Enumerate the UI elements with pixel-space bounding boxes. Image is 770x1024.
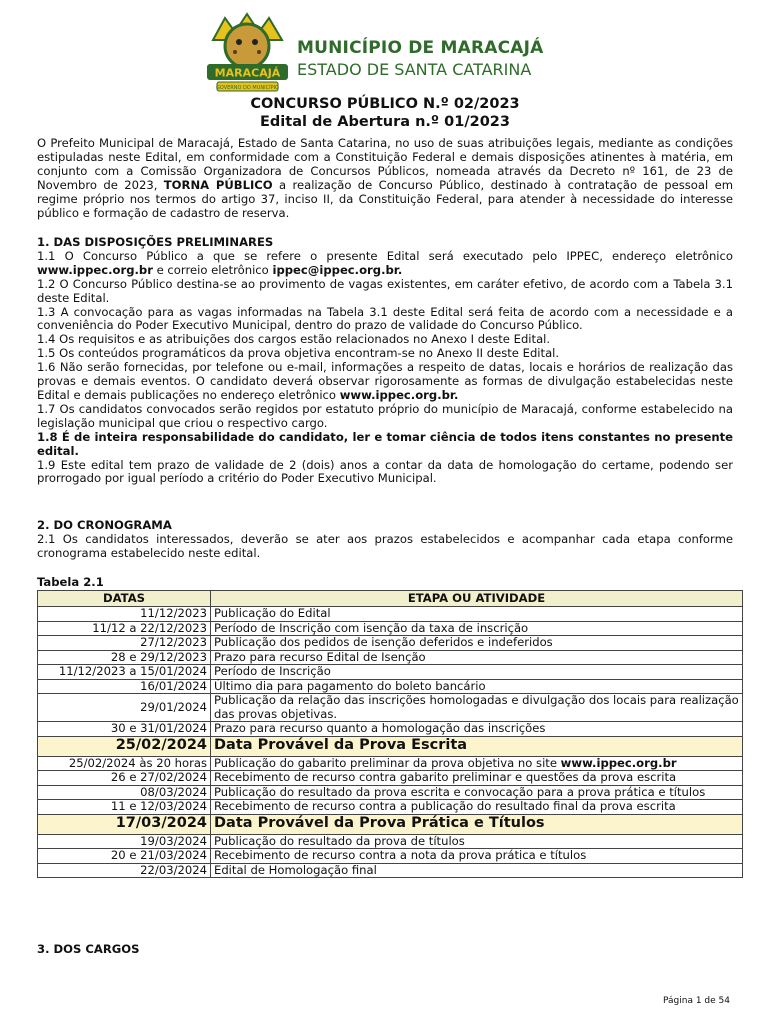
cell-activity: Publicação do gabarito preliminar da prova objetiva no site www.ippec.org.br (211, 756, 743, 771)
table-row (38, 650, 743, 665)
item-1-1: 1.1 O Concurso Público a que se refere o presente Edital será executado pelo IPPEC, endereço eletrônico www.ippec.org.br e correio eletrônico ippec@ippec.org.br. (37, 248, 733, 277)
col-header-dates: DATAS (38, 591, 211, 607)
table-row (38, 849, 743, 864)
item-2-1: 2.1 Os candidatos interessados, deverão se ater aos prazos estabelecidos e acompanhar cada etapa conforme cronograma estabelecido neste edital. (37, 531, 733, 560)
cell-date: 30 e 31/01/2024 (38, 722, 211, 737)
table-row (38, 863, 743, 878)
cell-activity: Publicação dos pedidos de isenção deferidos e indeferidos (211, 636, 743, 651)
cell-date: 16/01/2024 (38, 679, 211, 694)
col-header-activity: ETAPA OU ATIVIDADE (211, 591, 743, 607)
table-row (38, 785, 743, 800)
table-row (38, 736, 743, 756)
item-1-4: 1.4 Os requisitos e as atribuições dos cargos estão relacionados no Anexo I deste Edital. (37, 332, 551, 347)
cell-date: 22/03/2024 (38, 863, 211, 878)
section-heading: 1. DAS DISPOSIÇÕES PRELIMINARES (37, 235, 274, 249)
contest-title: CONCURSO PÚBLICO N.º 02/2023 (250, 96, 520, 112)
cell-date: 25/02/2024 às 20 horas (38, 756, 211, 771)
cell-date: 17/03/2024 (38, 814, 211, 834)
item-1-3: 1.3 A convocação para as vagas informadas na Tabela 3.1 deste Edital será feita de acordo com a necessidade e a conveniência do Poder Executivo Municipal, dentro do prazo de validade do Concurso Público. (37, 304, 733, 333)
cell-activity: Recebimento de recurso contra gabarito preliminar e questões da prova escrita (211, 771, 743, 786)
cell-activity: Publicação do Edital (211, 607, 743, 622)
cell-date: 28 e 29/12/2023 (38, 650, 211, 665)
cell-date: 11/12/2023 (38, 607, 211, 622)
table-row (38, 694, 743, 722)
section-preliminary (37, 236, 733, 486)
table-row (38, 771, 743, 786)
cell-activity: Data Provável da Prova Prática e Títulos (211, 814, 743, 834)
cell-date: 11/12 a 22/12/2023 (38, 621, 211, 636)
cell-activity: Período de Inscrição com isenção da taxa de inscrição (211, 621, 743, 636)
cell-activity: Data Provável da Prova Escrita (211, 736, 743, 756)
cell-date: 25/02/2024 (38, 736, 211, 756)
cell-date: 29/01/2024 (38, 694, 211, 722)
cell-date: 19/03/2024 (38, 834, 211, 849)
svg-text:GOVERNO DO MUNICÍPIO: GOVERNO DO MUNICÍPIO (216, 85, 279, 91)
table-row (38, 636, 743, 651)
cell-date: 08/03/2024 (38, 785, 211, 800)
item-1-7: 1.7 Os candidatos convocados serão regidos por estatuto próprio do município de Maracajá, conforme estabelecido na legislação municipal que criou o respectivo cargo. (37, 401, 733, 430)
table-row (38, 722, 743, 737)
svg-text:MARACAJÁ: MARACAJÁ (214, 66, 281, 80)
cell-date: 20 e 21/03/2024 (38, 849, 211, 864)
table-row (38, 834, 743, 849)
cell-activity: Prazo para recurso quanto a homologação das inscrições (211, 722, 743, 737)
item-1-2: 1.2 O Concurso Público destina-se ao provimento de vagas existentes, em caráter efetivo, de acordo com a Tabela 3.1 deste Edital. (37, 276, 733, 305)
table-row (38, 756, 743, 771)
cell-date: 11/12/2023 a 15/01/2024 (38, 665, 211, 680)
table-row (38, 800, 743, 815)
table-row (38, 607, 743, 622)
item-1-5: 1.5 Os conteúdos programáticos da prova objetiva encontram-se no Anexo II deste Edital. (37, 346, 560, 361)
table-row (38, 814, 743, 834)
page-number: Página 1 de 54 (663, 996, 730, 1006)
table-label: Tabela 2.1 (37, 575, 104, 589)
intro-paragraph: O Prefeito Municipal de Maracajá, Estado de Santa Catarina, no uso de suas atribuições legais, mediante as condições estipuladas neste Edital, em conformidade com a Constituição Federal e demais disposições atinentes à matéria, em conjunto com a Comissão Organizadora de Concursos Públicos, nomeada através da Decreto nº 161, de 23 de Novembro de 2023, TORNA PÚBLICO a realização de Concurso Público, destinado à contratação de pessoal em regime próprio nos termos do artigo 37, inciso II, da Constituição Federal, para atender à necessidade do interesse público e formação de cadastro de reserva. (37, 136, 734, 220)
municipality-name: MUNICÍPIO DE MARACAJÁ (297, 38, 544, 58)
municipality-logo (205, 10, 290, 95)
cell-date: 27/12/2023 (38, 636, 211, 651)
table-row (38, 621, 743, 636)
section-heading: 2. DO CRONOGRAMA (37, 518, 172, 532)
cell-activity: Período de Inscrição (211, 665, 743, 680)
table-row (38, 679, 743, 694)
section-positions-heading: 3. DOS CARGOS (37, 942, 140, 956)
cell-activity: Recebimento de recurso contra a nota da prova prática e títulos (211, 849, 743, 864)
cell-activity: Prazo para recurso Edital de Isenção (211, 650, 743, 665)
section-schedule (37, 519, 733, 561)
cell-activity: Último dia para pagamento do boleto bancário (211, 679, 743, 694)
cell-activity: Publicação da relação das inscrições homologadas e divulgação dos locais para realização das provas objetivas. (211, 694, 743, 722)
table-row (38, 665, 743, 680)
item-1-6: 1.6 Não serão fornecidas, por telefone ou e-mail, informações a respeito de datas, locais e horários de realização das provas e demais eventos. O candidato deverá observar rigorosamente as formas de divulgação estabelecidas neste Edital e demais publicações no endereço eletrônico www.ippec.org.br. (37, 360, 733, 402)
cell-activity: Publicação do resultado da prova escrita e convocação para a prova prática e títulos (211, 785, 743, 800)
cell-activity: Recebimento de recurso contra a publicação do resultado final da prova escrita (211, 800, 743, 815)
edict-title: Edital de Abertura n.º 01/2023 (260, 114, 510, 130)
item-1-9: 1.9 Este edital tem prazo de validade de 2 (dois) anos a contar da data de homologação do certame, podendo ser prorrogado por igual período a critério do Poder Executivo Municipal. (37, 457, 733, 486)
cell-activity: Edital de Homologação final (211, 863, 743, 878)
cell-date: 26 e 27/02/2024 (38, 771, 211, 786)
item-1-8: 1.8 É de inteira responsabilidade do candidato, ler e tomar ciência de todos itens constantes no presente edital. (37, 429, 733, 458)
page-header (205, 10, 585, 95)
cell-date: 11 e 12/03/2024 (38, 800, 211, 815)
state-name: ESTADO DE SANTA CATARINA (297, 60, 532, 79)
schedule-table (37, 590, 743, 878)
cell-activity: Publicação do resultado da prova de títulos (211, 834, 743, 849)
